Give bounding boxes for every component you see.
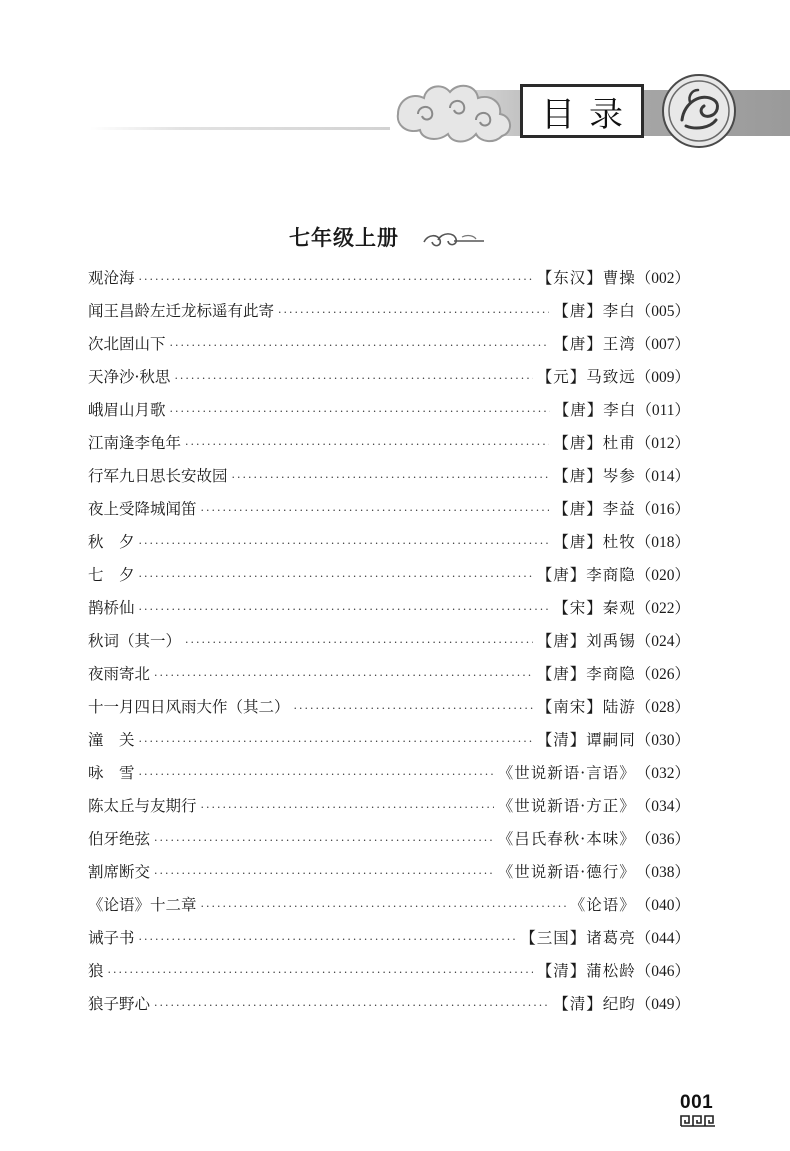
toc-entry-author: 【唐】杜牧	[553, 533, 636, 551]
toc-entry-page: （034）	[635, 798, 690, 815]
dot-leader	[154, 989, 549, 1022]
toc-entry-page: （005）	[635, 303, 690, 320]
toc-entry-page: （020）	[635, 567, 690, 584]
toc-entry-author: 【唐】王湾	[553, 335, 636, 353]
toc-entry	[88, 592, 690, 625]
toc-entry	[88, 328, 690, 361]
toc-entry-title: 诫子书	[88, 929, 135, 947]
dot-leader	[170, 329, 550, 362]
toc-entry-author: 【清】蒲松龄	[536, 962, 636, 980]
toc-entry	[88, 394, 690, 427]
toc-entry-author: 【三国】诸葛亮	[520, 929, 636, 947]
toc-entry-title: 行军九日思长安故园	[88, 467, 228, 485]
dot-leader	[154, 659, 533, 692]
toc-entry	[88, 658, 690, 691]
toc-entry-page: （007）	[635, 336, 690, 353]
dot-leader	[139, 725, 533, 758]
toc-entry-author: 【唐】李白	[553, 401, 637, 419]
toc-entry	[88, 559, 690, 592]
toc-entry-author: 【唐】刘禹锡	[536, 632, 636, 650]
dot-leader	[108, 956, 533, 989]
toc-entry-title: 江南逢李龟年	[88, 434, 182, 452]
toc-entry-author: 【清】谭嗣同	[536, 731, 636, 749]
dot-leader	[232, 461, 550, 494]
dot-leader	[170, 395, 550, 428]
toc-entry	[88, 625, 690, 658]
toc-entry-title: 十一月四日风雨大作（其二）	[88, 698, 290, 716]
toc-entry-author: 【东汉】曹操	[536, 269, 636, 287]
toc-entry	[88, 955, 690, 988]
dot-leader	[139, 593, 550, 626]
toc-entry	[88, 460, 690, 493]
toc-entry	[88, 427, 690, 460]
header-rule	[90, 127, 390, 130]
fret-ornament-icon	[680, 1115, 716, 1127]
toc-entry-title: 秋 夕	[88, 533, 135, 551]
toc-entry-author: 《世说新语·方正》	[497, 797, 636, 815]
toc-entry-author: 《论语》	[569, 896, 636, 914]
toc-entry-author: 【南宋】陆游	[536, 698, 636, 716]
toc-entry-author: 【唐】李商隐	[536, 665, 636, 683]
toc-entry	[88, 295, 690, 328]
toc-entry-author: 《世说新语·言语》	[497, 764, 636, 782]
dot-leader	[185, 428, 549, 461]
toc-entry-page: （011）	[636, 402, 690, 419]
toc-entry	[88, 724, 690, 757]
toc-entry-author: 【唐】李商隐	[536, 566, 636, 584]
dot-leader	[154, 824, 494, 857]
toc-entry-page: （032）	[635, 765, 690, 782]
toc-entry-page: （016）	[635, 501, 690, 518]
toc-entry-title: 观沧海	[88, 269, 135, 287]
toc-entry-author: 【唐】李白	[553, 302, 636, 320]
toc-entry-page: （009）	[635, 369, 690, 386]
toc-entry-title: 天净沙·秋思	[88, 368, 171, 386]
toc-entry-title: 割席断交	[88, 863, 151, 881]
page-number: 001	[680, 1092, 714, 1113]
toc-entry-title: 闻王昌龄左迁龙标遥有此寄	[88, 302, 275, 320]
toc-entry-title: 鹊桥仙	[88, 599, 135, 617]
toc-entry-author: 【唐】李益	[553, 500, 636, 518]
toc-entry-title: 秋词（其一）	[88, 632, 182, 650]
toc-entry-title: 夜雨寄北	[88, 665, 151, 683]
toc-entry	[88, 790, 690, 823]
toc-list	[88, 262, 690, 1021]
section-heading	[0, 222, 790, 258]
toc-entry	[88, 757, 690, 790]
toc-entry	[88, 988, 690, 1021]
toc-entry-page: （018）	[635, 534, 690, 551]
toc-entry-page: （026）	[635, 666, 690, 683]
toc-entry-title: 次北固山下	[88, 335, 166, 353]
toc-entry-title: 潼 关	[88, 731, 135, 749]
page-title: 目录	[541, 94, 637, 135]
toc-entry-page: （044）	[635, 930, 690, 947]
toc-entry-title: 狼	[88, 962, 104, 980]
toc-entry-author: 【唐】杜甫	[553, 434, 636, 452]
toc-entry-page: （022）	[635, 600, 690, 617]
toc-entry-page: （028）	[635, 699, 690, 716]
dot-leader	[201, 890, 566, 923]
dot-leader	[278, 296, 549, 329]
toc-entry-page: （046）	[635, 963, 690, 980]
toc-entry-title: 伯牙绝弦	[88, 830, 151, 848]
toc-entry	[88, 361, 690, 394]
phoenix-medallion-icon	[660, 72, 738, 150]
toc-entry	[88, 691, 690, 724]
toc-entry-title: 陈太丘与友期行	[88, 797, 197, 815]
toc-entry-page: （024）	[635, 633, 690, 650]
toc-entry	[88, 526, 690, 559]
toc-entry	[88, 493, 690, 526]
dot-leader	[185, 626, 533, 659]
section-title: 七年级上册	[289, 225, 399, 250]
toc-entry-title: 夜上受降城闻笛	[88, 500, 197, 518]
toc-entry-author: 《世说新语·德行》	[497, 863, 636, 881]
header-banner	[390, 70, 790, 152]
cloud-ornament-icon	[390, 70, 530, 152]
dot-leader	[139, 560, 533, 593]
toc-entry-title: 狼子野心	[88, 995, 151, 1013]
toc-entry	[88, 889, 690, 922]
dot-leader	[201, 791, 494, 824]
dot-leader	[139, 758, 494, 791]
toc-entry-title: 峨眉山月歌	[88, 401, 166, 419]
toc-entry-title: 七 夕	[88, 566, 135, 584]
dot-leader	[139, 527, 550, 560]
toc-entry-page: （040）	[635, 897, 690, 914]
toc-entry-page: （049）	[635, 996, 690, 1013]
dot-leader	[294, 692, 533, 725]
toc-entry-author: 《吕氏春秋·本味》	[497, 830, 636, 848]
toc-entry	[88, 856, 690, 889]
toc-entry	[88, 823, 690, 856]
toc-entry-page: （012）	[635, 435, 690, 452]
dot-leader	[139, 263, 533, 296]
toc-entry-title: 《论语》十二章	[88, 896, 197, 914]
toc-entry-author: 【元】马致远	[536, 368, 636, 386]
toc-entry-title: 咏 雪	[88, 764, 135, 782]
dot-leader	[174, 362, 532, 395]
toc-entry-page: （002）	[635, 270, 690, 287]
toc-entry-author: 【宋】秦观	[553, 599, 636, 617]
toc-entry-author: 【清】纪昀	[553, 995, 636, 1013]
dot-leader	[139, 923, 517, 956]
toc-entry-page: （014）	[635, 468, 690, 485]
toc-entry	[88, 922, 690, 955]
toc-entry	[88, 262, 690, 295]
toc-entry-author: 【唐】岑参	[553, 467, 636, 485]
cloud-swirl-icon	[422, 228, 486, 250]
toc-entry-page: （030）	[635, 732, 690, 749]
toc-entry-page: （038）	[635, 864, 690, 881]
dot-leader	[201, 494, 550, 527]
dot-leader	[154, 857, 494, 890]
title-box	[520, 84, 644, 138]
toc-entry-page: （036）	[635, 831, 690, 848]
